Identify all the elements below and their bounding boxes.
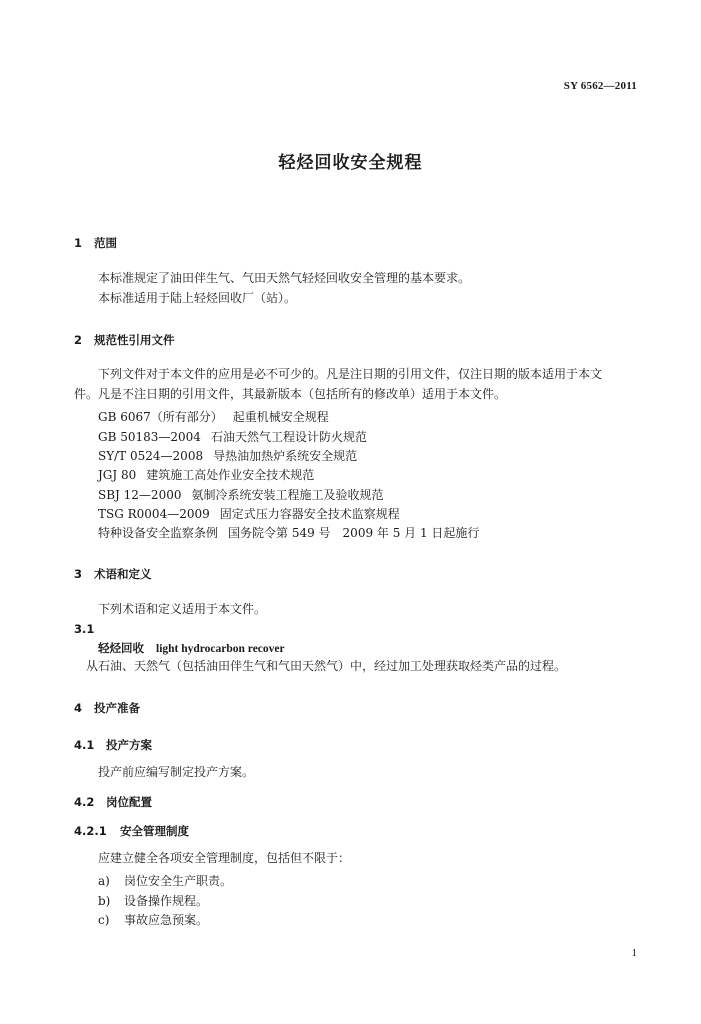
section-1-heading	[74, 235, 117, 251]
section-title: 投产方案	[106, 738, 152, 752]
section-title: 规范性引用文件	[94, 333, 175, 347]
reference-name: 氨制冷系统安装工程施工及验收规范	[191, 488, 384, 502]
term-definition: 从石油、天然气（包括油田伴生气和气田天然气）中，经过加工处理获取烃类产品的过程。	[86, 659, 567, 673]
subsection-4-1-heading	[74, 737, 152, 753]
section-number: 4.2	[74, 795, 95, 809]
reference-name: 石油天然气工程设计防火规范	[210, 430, 367, 444]
paragraph: 投产前应编写制定投产方案。	[98, 765, 255, 779]
section-2-heading	[74, 332, 175, 348]
reference-item	[98, 524, 479, 541]
reference-name: 起重机械安全规程	[232, 410, 329, 424]
list-marker: b)	[98, 894, 111, 908]
reference-name: 建筑施工高处作业安全技术规范	[146, 468, 315, 482]
standard-code: SY 6562—2011	[563, 80, 637, 92]
section-title: 岗位配置	[106, 795, 152, 809]
section-number: 4.2.1	[74, 824, 107, 838]
list-text: 设备操作规程。	[124, 894, 209, 908]
section-3-heading	[74, 566, 152, 582]
section-number: 1	[74, 236, 83, 250]
reference-code: GB 6067（所有部分）	[98, 410, 223, 424]
section-number: 4.1	[74, 738, 95, 752]
reference-name: 国务院令第 549 号 2009 年 5 月 1 日起施行	[228, 526, 480, 540]
list-text: 岗位安全生产职责。	[124, 874, 233, 888]
subsection-4-2-1-heading	[74, 823, 189, 839]
section-title: 投产准备	[94, 701, 140, 715]
reference-item	[98, 466, 314, 483]
reference-item	[98, 505, 400, 522]
reference-code: JGJ 80	[98, 468, 137, 482]
reference-item	[98, 408, 329, 425]
reference-name: 导热油加热炉系统安全规范	[213, 449, 358, 463]
paragraph: 本标准适用于陆上轻烃回收厂（站）。	[98, 291, 297, 305]
reference-code: GB 50183—2004	[98, 430, 201, 444]
section-title: 术语和定义	[94, 567, 152, 581]
section-title: 范围	[94, 236, 117, 250]
term-chinese: 轻烃回收	[98, 641, 144, 655]
list-marker: c)	[98, 913, 110, 927]
subsection-4-2-heading	[74, 794, 152, 810]
reference-code: SY/T 0524—2008	[98, 449, 204, 463]
document-title: 轻烃回收安全规程	[278, 153, 423, 173]
section-4-heading	[74, 700, 140, 716]
list-item	[98, 892, 208, 909]
paragraph: 应建立健全各项安全管理制度，包括但不限于：	[98, 851, 351, 865]
list-text: 事故应急预案。	[124, 913, 209, 927]
paragraph: 下列文件对于本文件的应用是必不可少的。凡是注日期的引用文件，仅注日期的版本适用于本文	[98, 367, 603, 381]
reference-code: SBJ 12—2000	[98, 488, 182, 502]
paragraph: 件。凡是不注日期的引用文件，其最新版本（包括所有的修改单）适用于本文件。	[74, 387, 507, 401]
reference-item	[98, 428, 367, 445]
section-title: 安全管理制度	[120, 824, 189, 838]
reference-code: 特种设备安全监察条例	[98, 526, 219, 540]
list-marker: a)	[98, 874, 110, 888]
subsection-3-1-number: 3.1	[74, 622, 95, 636]
section-number: 2	[74, 333, 83, 347]
reference-item	[98, 486, 384, 503]
reference-name: 固定式压力容器安全技术监察规程	[219, 507, 400, 521]
reference-item	[98, 447, 357, 464]
list-item	[98, 872, 232, 889]
term-entry	[98, 640, 285, 656]
reference-code: TSG R0004—2009	[98, 507, 210, 521]
term-english: light hydrocarbon recover	[156, 643, 285, 655]
paragraph: 本标准规定了油田伴生气、气田天然气轻烃回收安全管理的基本要求。	[98, 271, 471, 285]
section-number: 4	[74, 701, 83, 715]
paragraph: 下列术语和定义适用于本文件。	[98, 602, 267, 616]
page-number: 1	[631, 947, 637, 959]
section-number: 3	[74, 567, 83, 581]
list-item	[98, 911, 208, 928]
